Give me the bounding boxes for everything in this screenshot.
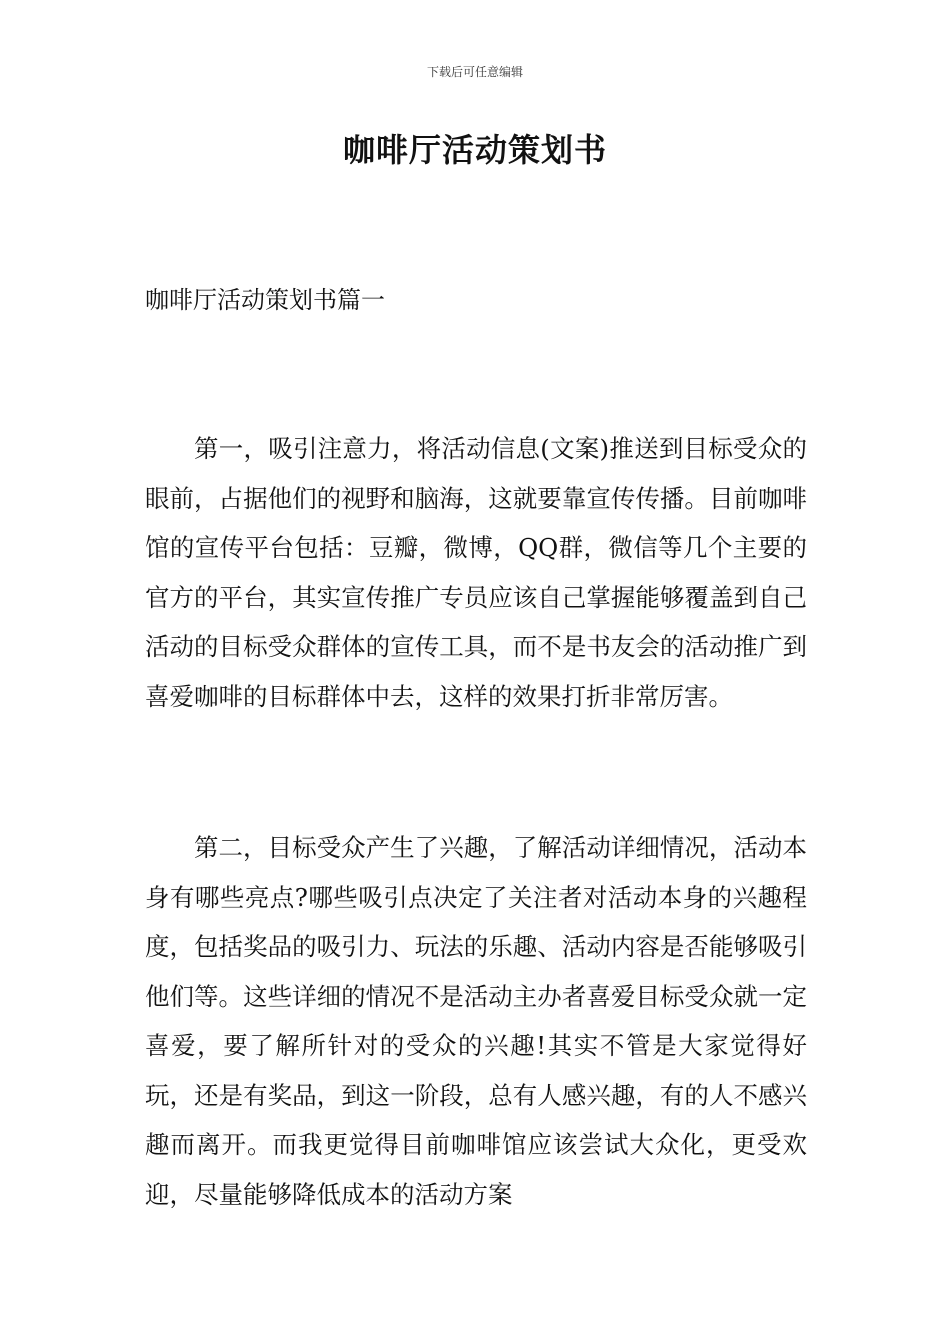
page-title: 咖啡厅活动策划书 [342,131,607,169]
paragraph: 第二，目标受众产生了兴趣，了解活动详细情况，活动本身有哪些亮点?哪些吸引点决定了关注者对活动本身的兴趣程度，包括奖品的吸引力、玩法的乐趣、活动内容是否能够吸引他们等。这些详细的情况不是活动主办者喜爱目标受众就一定喜爱，要了解所针对的受众的兴趣!其实不管是大家觉得好玩，还是有奖品，到这一阶段，总有人感兴趣，有的人不感兴趣而离开。而我更觉得目前咖啡馆应该尝试大众化，更受欢迎，尽量能够降低成本的活动方案 [145,833,807,1209]
header-note: 下载后可任意编辑 [426,65,523,79]
paragraph: 第一，吸引注意力，将活动信息(文案)推送到目标受众的眼前，占据他们的视野和脑海，这就要靠宣传传播。目前咖啡馆的宣传平台包括：豆瓣，微博，QQ群，微信等几个主要的官方的平台，其实宣传推广专员应该自己掌握能够覆盖到自己活动的目标受众群体的宣传工具，而不是书友会的活动推广到喜爱咖啡的目标群体中去，这样的效果打折非常厉害。 [145,434,807,711]
section-heading: 咖啡厅活动策划书篇一 [145,286,385,314]
